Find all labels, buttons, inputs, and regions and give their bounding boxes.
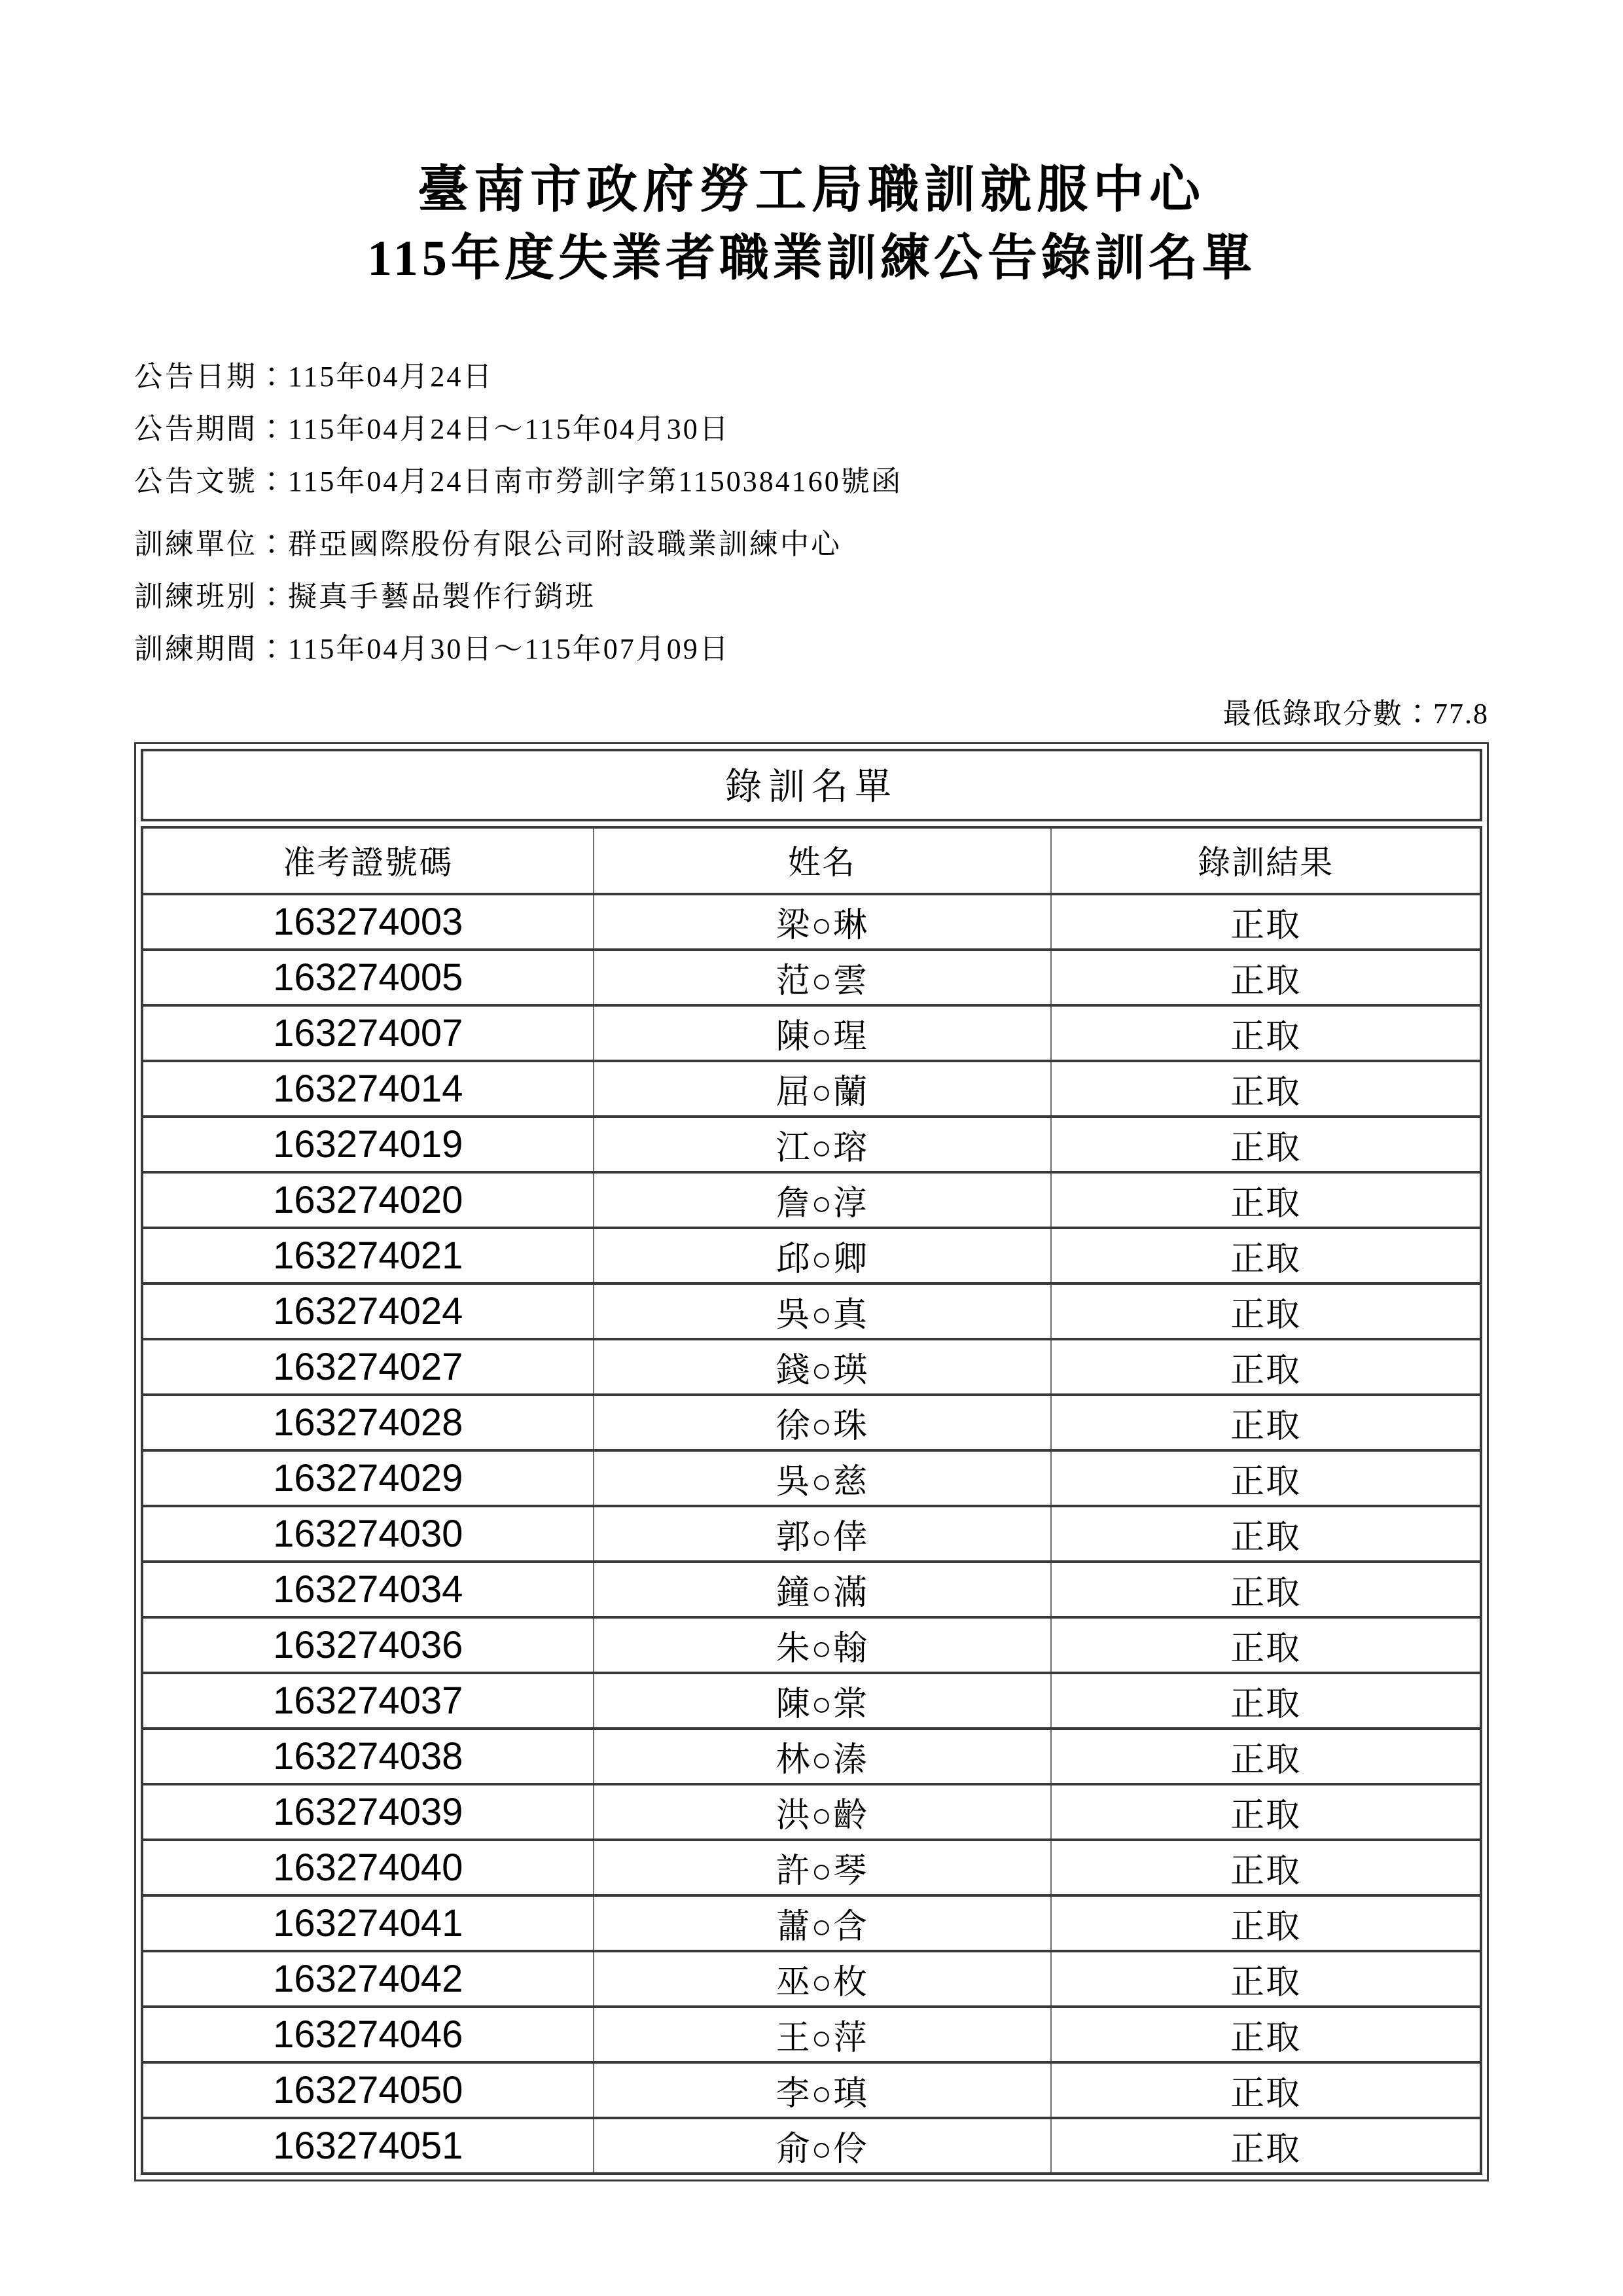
training-class-line [134,571,1489,623]
applicant-name: 邱○卿 [594,1228,1052,1283]
admission-id: 163274014 [142,1061,594,1117]
min-score-label: 最低錄取分數： [1222,698,1433,730]
admission-result: 正取 [1051,1617,1481,1673]
table-row [142,1617,1481,1673]
table-body [142,894,1481,2174]
applicant-name: 梁○琳 [594,894,1052,950]
admission-result: 正取 [1051,1951,1481,2007]
announcement-period-value: 115年04月24日～115年04月30日 [288,413,730,446]
applicant-name: 鐘○滿 [594,1562,1052,1617]
applicant-name: 郭○倖 [594,1506,1052,1562]
applicant-name: 林○溱 [594,1729,1052,1784]
table-row [142,1840,1481,1895]
training-class-label: 訓練班別： [134,581,288,613]
applicant-name: 許○琴 [594,1840,1052,1895]
table-title: 錄訓名單 [141,749,1482,821]
admission-result: 正取 [1051,2062,1481,2118]
table-header-row [142,827,1481,894]
table-row [142,1228,1481,1283]
admission-id: 163274046 [142,2007,594,2062]
announcement-doc-no-label: 公告文號： [134,465,288,498]
admission-id: 163274007 [142,1005,594,1061]
announcement-info [134,351,1489,508]
admission-result: 正取 [1051,1117,1481,1172]
training-unit-line [134,518,1489,571]
applicant-name: 吳○真 [594,1283,1052,1339]
admission-result: 正取 [1051,1506,1481,1562]
admission-id: 163274020 [142,1172,594,1228]
admission-id: 163274040 [142,1840,594,1895]
admission-id: 163274021 [142,1228,594,1283]
admission-id: 163274005 [142,950,594,1005]
admission-id: 163274038 [142,1729,594,1784]
training-unit-label: 訓練單位： [134,528,288,561]
admission-id: 163274024 [142,1283,594,1339]
table-row [142,1395,1481,1450]
admission-id: 163274039 [142,1784,594,1840]
applicant-name: 詹○淳 [594,1172,1052,1228]
admission-result: 正取 [1051,1172,1481,1228]
table-row [142,1061,1481,1117]
admission-id: 163274042 [142,1951,594,2007]
doc-title-line1: 臺南市政府勞工局職訓就服中心 [417,161,1205,218]
admission-result: 正取 [1051,1283,1481,1339]
min-score-value: 77.8 [1433,698,1489,730]
training-period-line [134,623,1489,675]
col-header-name: 姓名 [594,827,1052,894]
admission-result: 正取 [1051,1450,1481,1506]
table-row [142,1450,1481,1506]
applicant-name: 江○瑢 [594,1117,1052,1172]
col-header-admission-id: 准考證號碼 [142,827,594,894]
training-unit-value: 群亞國際股份有限公司附設職業訓練中心 [288,528,842,561]
training-period-label: 訓練期間： [134,633,288,666]
announcement-period-line [134,403,1489,456]
table-row [142,1895,1481,1951]
applicant-name: 蕭○含 [594,1895,1052,1951]
table-row [142,1339,1481,1395]
training-info [134,518,1489,675]
admission-id: 163274041 [142,1895,594,1951]
announcement-date-line [134,351,1489,403]
applicant-name: 吳○慈 [594,1450,1052,1506]
admission-table [134,742,1489,2181]
min-score-line [134,690,1489,732]
admission-result: 正取 [1051,1840,1481,1895]
admission-result: 正取 [1051,1061,1481,1117]
admission-id: 163274028 [142,1395,594,1450]
admission-result: 正取 [1051,1339,1481,1395]
table-row [142,1951,1481,2007]
document-content [134,351,1489,2181]
table-row [142,2007,1481,2062]
applicant-name: 洪○齡 [594,1784,1052,1840]
admission-id: 163274034 [142,1562,594,1617]
admission-id: 163274037 [142,1673,594,1729]
table-row [142,1729,1481,1784]
admission-id: 163274027 [142,1339,594,1395]
training-class-value: 擬真手藝品製作行銷班 [288,581,596,613]
admission-result: 正取 [1051,1784,1481,1840]
applicant-name: 王○萍 [594,2007,1052,2062]
applicant-name: 李○瑱 [594,2062,1052,2118]
admission-result: 正取 [1051,1395,1481,1450]
admission-result: 正取 [1051,1673,1481,1729]
admission-id: 163274029 [142,1450,594,1506]
admission-id: 163274019 [142,1117,594,1172]
col-header-result: 錄訓結果 [1051,827,1481,894]
admission-id: 163274051 [273,2125,463,2168]
applicant-name: 錢○瑛 [594,1339,1052,1395]
training-period-value: 115年04月30日～115年07月09日 [288,633,730,666]
announcement-period-label: 公告期間： [134,413,288,446]
roster-table [141,826,1482,2175]
table-row [142,1005,1481,1061]
applicant-name: 陳○棠 [594,1673,1052,1729]
document-header [0,0,1623,287]
table-row [142,2118,1481,2174]
admission-result: 正取 [1051,1562,1481,1617]
announcement-date-label: 公告日期： [134,361,288,393]
announcement-doc-no-value: 115年04月24日南市勞訓字第1150384160號函 [288,465,902,498]
table-row [142,1506,1481,1562]
table-row [142,1562,1481,1617]
table-row [142,894,1481,950]
applicant-name: 巫○枚 [594,1951,1052,2007]
admission-id: 163274036 [142,1617,594,1673]
table-row [142,1117,1481,1172]
announcement-doc-no-line [134,456,1489,508]
admission-result: 正取 [1051,1729,1481,1784]
applicant-name: 屈○蘭 [594,1061,1052,1117]
admission-result: 正取 [1051,1228,1481,1283]
admission-id: 163274003 [142,894,594,950]
admission-result: 正取 [1051,1895,1481,1951]
table-row [142,2062,1481,2118]
announcement-date-value: 115年04月24日 [288,361,494,393]
admission-result: 正取 [1051,950,1481,1005]
applicant-name: 徐○珠 [594,1395,1052,1450]
admission-result: 正取 [1051,1005,1481,1061]
applicant-name: 俞○伶 [594,2118,1052,2174]
admission-result: 正取 [1051,894,1481,950]
admission-id: 163274030 [142,1506,594,1562]
admission-id: 163274050 [142,2062,594,2118]
table-row [142,1172,1481,1228]
doc-title-line2: 115年度失業者職業訓練公告錄訓名單 [367,231,1256,287]
applicant-name: 陳○瑆 [594,1005,1052,1061]
applicant-name: 朱○翰 [594,1617,1052,1673]
table-row [142,1784,1481,1840]
admission-result: 正取 [1051,2007,1481,2062]
table-row [142,1673,1481,1729]
table-row [142,1283,1481,1339]
table-row [142,950,1481,1005]
admission-result: 正取 [1051,2118,1481,2174]
applicant-name: 范○雲 [594,950,1052,1005]
